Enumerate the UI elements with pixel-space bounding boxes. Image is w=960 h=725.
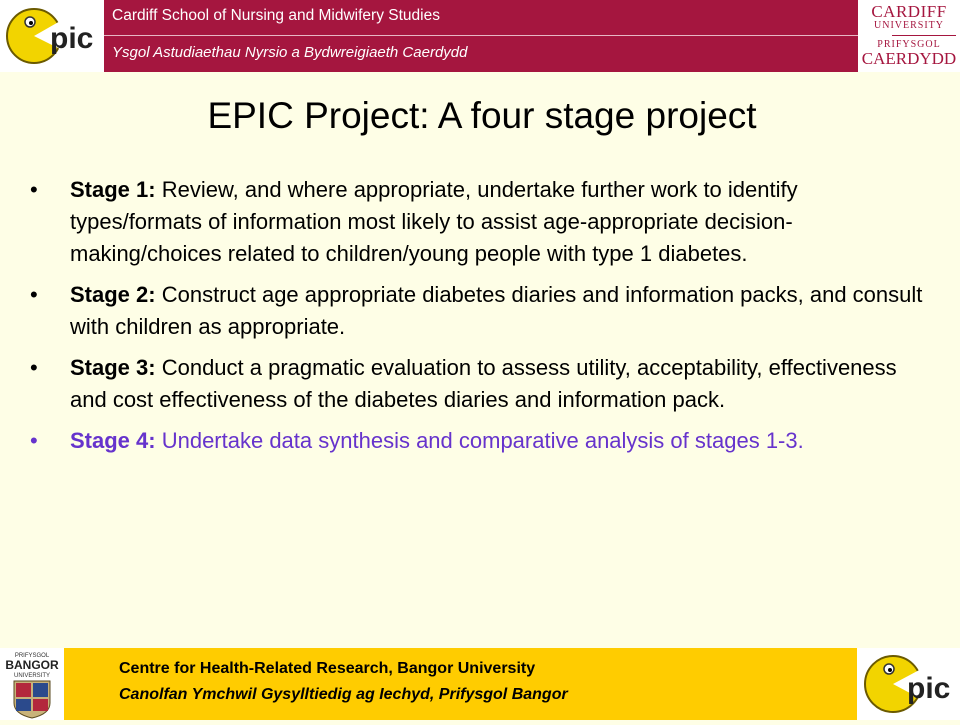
footer-epic-logo-text: pic	[907, 672, 951, 705]
stage-2-item	[30, 279, 930, 343]
footer-band	[64, 648, 857, 720]
stage-1-text: Review, and where appropriate, undertake further work to identify types/formats of information most likely to assist age-appropriate decision-making/choices related to children/young people with type 1 diabetes.	[70, 177, 798, 266]
header-band	[104, 0, 858, 72]
stage-4-item	[30, 425, 930, 457]
cardiff-logo-word-2: UNIVERSITY	[874, 20, 944, 31]
stage-4-text: Undertake data synthesis and comparative analysis of stages 1-3.	[155, 428, 804, 453]
bangor-logo-word-2: BANGOR	[5, 658, 59, 672]
research-centre-welsh: Canolfan Ymchwil Gysylltiedig ag Iechyd, Prifysgol Bangor	[119, 686, 568, 703]
stage-4-label: Stage 4:	[70, 428, 156, 453]
footer-epic-logo-graphic	[857, 648, 960, 720]
bullet-icon: •	[30, 355, 38, 380]
slide-title: EPIC Project: A four stage project	[207, 95, 757, 136]
school-name-welsh: Ysgol Astudiaethau Nyrsio a Bydwreigiaeth Caerdydd	[112, 44, 468, 61]
bullet-icon: •	[30, 428, 38, 453]
cardiff-logo-word-1: CARDIFF	[871, 2, 947, 21]
footer-epic-logo	[857, 648, 960, 720]
cardiff-logo-word-4: CAERDYDD	[861, 49, 957, 68]
bangor-university-logo	[0, 648, 64, 720]
stage-1-label: Stage 1:	[70, 177, 156, 202]
bullet-icon: •	[30, 282, 38, 307]
bangor-crest-graphic	[0, 648, 64, 720]
stage-3-text: Conduct a pragmatic evaluation to assess utility, acceptability, effectiveness and cost effectiveness of the diabetes diaries and information pack.	[70, 355, 897, 412]
epic-logo-graphic	[0, 0, 104, 72]
header-divider	[104, 35, 858, 36]
epic-logo	[0, 0, 104, 72]
slide-header	[0, 0, 960, 72]
bangor-logo-word-3: UNIVERSITY	[13, 673, 51, 679]
research-centre-english: Centre for Health-Related Research, Bangor University	[119, 660, 536, 677]
epic-logo-text: pic	[50, 22, 94, 55]
stage-list	[30, 174, 930, 457]
stage-1-item	[30, 174, 930, 270]
cardiff-logo-divider	[892, 35, 956, 36]
school-name-english: Cardiff School of Nursing and Midwifery Studies	[112, 7, 440, 24]
bullet-icon: •	[30, 177, 38, 202]
slide-footer	[0, 648, 960, 720]
bangor-logo-word-1: PRIFYSGOL	[14, 653, 50, 659]
stage-2-label: Stage 2:	[70, 282, 156, 307]
stage-3-item	[30, 352, 930, 416]
stage-2-text: Construct age appropriate diabetes diaries and information packs, and consult with children as appropriate.	[70, 282, 923, 339]
cardiff-logo-word-3: PRIFYSGOL	[877, 39, 941, 50]
stage-3-label: Stage 3:	[70, 355, 156, 380]
cardiff-university-logo	[858, 0, 960, 72]
